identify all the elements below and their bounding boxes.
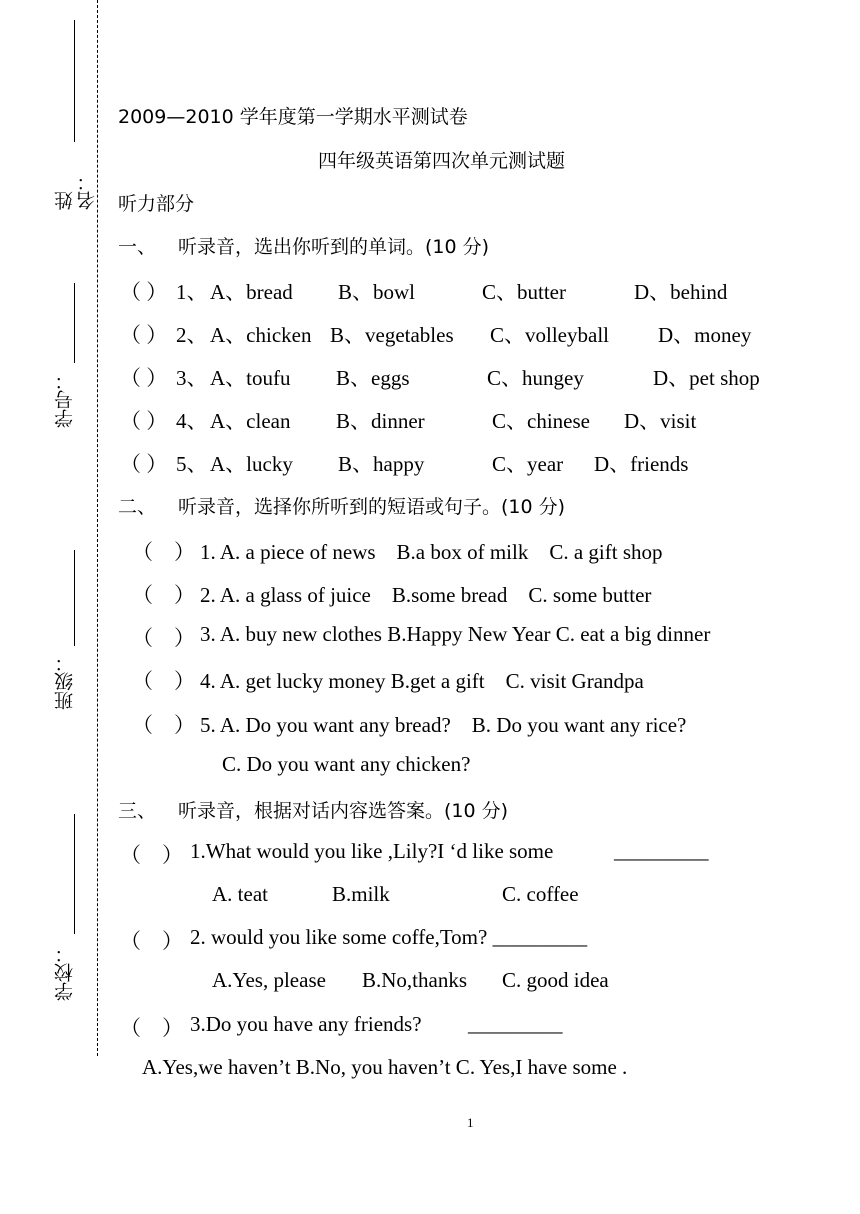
answer-blank[interactable]: （ ） bbox=[120, 323, 168, 347]
section-number: 一、 bbox=[118, 236, 157, 258]
question-number: 3、 bbox=[176, 366, 208, 390]
section-number: 三、 bbox=[118, 800, 157, 822]
answer-line[interactable]: _________ bbox=[614, 839, 709, 863]
option-d: D、behind bbox=[634, 280, 728, 304]
answer-blank[interactable]: （ ） bbox=[120, 366, 168, 390]
student-id-label: 学号： bbox=[54, 371, 76, 428]
answer-blank[interactable]: （ ） bbox=[132, 713, 195, 737]
question-row bbox=[0, 319, 860, 349]
exam-title: 四年级英语第四次单元测试题 bbox=[318, 150, 566, 172]
question-text: 2. A. a glass of juice B.some bread C. some butter bbox=[200, 583, 652, 607]
option-b: B、bowl bbox=[338, 280, 416, 304]
question-row bbox=[0, 622, 860, 652]
section-heading: 听录音，根据对话内容选答案。(10 分) bbox=[178, 800, 509, 822]
options-text: A.Yes,we haven’t B.No, you haven’t C. Yes,I have some . bbox=[142, 1055, 628, 1079]
question-text: 5. A. Do you want any bread? B. Do you want any rice? bbox=[200, 713, 687, 737]
class-label: 班级： bbox=[54, 653, 76, 710]
question-row bbox=[0, 1012, 860, 1042]
name-line bbox=[74, 20, 75, 142]
option-d: D、visit bbox=[624, 409, 697, 433]
answer-line[interactable]: _________ bbox=[468, 1012, 563, 1036]
section-2-title bbox=[118, 492, 565, 519]
question-row bbox=[0, 276, 860, 306]
option-a: A. teat bbox=[212, 882, 268, 906]
option-a: A、lucky bbox=[210, 452, 293, 476]
page-number: 1 bbox=[467, 1115, 474, 1130]
school-label: 学校： bbox=[54, 944, 76, 1001]
question-row bbox=[0, 665, 860, 695]
section-3-title bbox=[118, 796, 508, 823]
option-a: A、toufu bbox=[210, 366, 291, 390]
question-row bbox=[0, 448, 860, 478]
section-1-title bbox=[118, 232, 489, 259]
options-row bbox=[0, 968, 860, 998]
answer-blank[interactable]: （ ） bbox=[132, 626, 195, 650]
option-c: C、chinese bbox=[492, 409, 590, 433]
answer-blank[interactable]: （ ） bbox=[132, 669, 195, 693]
question-text: 1.What would you like ,Lily?I ‘d like some bbox=[190, 839, 554, 863]
answer-blank[interactable]: （ ） bbox=[120, 409, 168, 433]
question-row bbox=[0, 839, 860, 869]
name-label: 姓名： bbox=[54, 172, 98, 210]
section-number: 二、 bbox=[118, 496, 157, 518]
part-title: 听力部分 bbox=[118, 193, 195, 215]
question-text: 3.Do you have any friends? bbox=[190, 1012, 422, 1036]
section-heading: 听录音，选出你听到的单词。(10 分) bbox=[178, 236, 490, 258]
question-row bbox=[0, 579, 860, 609]
option-c: C. coffee bbox=[502, 882, 579, 906]
question-number: 2、 bbox=[176, 323, 208, 347]
option-b: B.No,thanks bbox=[362, 968, 467, 992]
options-row bbox=[0, 1055, 860, 1085]
option-c: C、year bbox=[492, 452, 564, 476]
option-b: B、happy bbox=[338, 452, 425, 476]
question-number: 1、 bbox=[176, 280, 208, 304]
options-row bbox=[0, 882, 860, 912]
answer-blank[interactable]: （ ） bbox=[132, 583, 195, 607]
option-a: A、clean bbox=[210, 409, 291, 433]
question-number: 5、 bbox=[176, 452, 208, 476]
question-row bbox=[0, 362, 860, 392]
question-text: 3. A. buy new clothes B.Happy New Year C. eat a big dinner bbox=[200, 622, 711, 646]
question-row bbox=[0, 709, 860, 739]
option-b: B、dinner bbox=[336, 409, 425, 433]
answer-blank[interactable]: （ ） bbox=[120, 843, 183, 867]
question-text: 4. A. get lucky money B.get a gift C. visit Grandpa bbox=[200, 669, 644, 693]
answer-blank[interactable]: （ ） bbox=[120, 929, 183, 953]
year-title: 2009—2010 学年度第一学期水平测试卷 bbox=[118, 106, 468, 128]
option-c: C、hungey bbox=[487, 366, 584, 390]
answer-blank[interactable]: （ ） bbox=[132, 540, 195, 564]
question-text-continued: C. Do you want any chicken? bbox=[222, 752, 471, 776]
question-continuation bbox=[0, 752, 860, 782]
option-b: B、eggs bbox=[336, 366, 410, 390]
option-d: D、pet shop bbox=[653, 366, 760, 390]
option-a: A.Yes, please bbox=[212, 968, 326, 992]
question-row bbox=[0, 925, 860, 955]
option-c: C. good idea bbox=[502, 968, 609, 992]
option-c: C、butter bbox=[482, 280, 566, 304]
question-number: 4、 bbox=[176, 409, 208, 433]
option-d: D、friends bbox=[594, 452, 689, 476]
question-text: 2. would you like some coffe,Tom? _________ bbox=[190, 925, 588, 949]
name-field[interactable] bbox=[52, 20, 98, 210]
option-b: B.milk bbox=[332, 882, 390, 906]
answer-blank[interactable]: （ ） bbox=[120, 452, 168, 476]
option-a: A、bread bbox=[210, 280, 293, 304]
school-line bbox=[74, 814, 75, 934]
question-row bbox=[0, 536, 860, 566]
option-d: D、money bbox=[658, 323, 752, 347]
option-b: B、vegetables bbox=[330, 323, 454, 347]
section-heading: 听录音，选择你所听到的短语或句子。(10 分) bbox=[178, 496, 566, 518]
question-row bbox=[0, 405, 860, 435]
option-a: A、chicken bbox=[210, 323, 312, 347]
answer-blank[interactable]: （ ） bbox=[120, 1016, 183, 1040]
answer-blank[interactable]: （ ） bbox=[120, 280, 168, 304]
question-text: 1. A. a piece of news B.a box of milk C. a gift shop bbox=[200, 540, 663, 564]
option-c: C、volleyball bbox=[490, 323, 609, 347]
